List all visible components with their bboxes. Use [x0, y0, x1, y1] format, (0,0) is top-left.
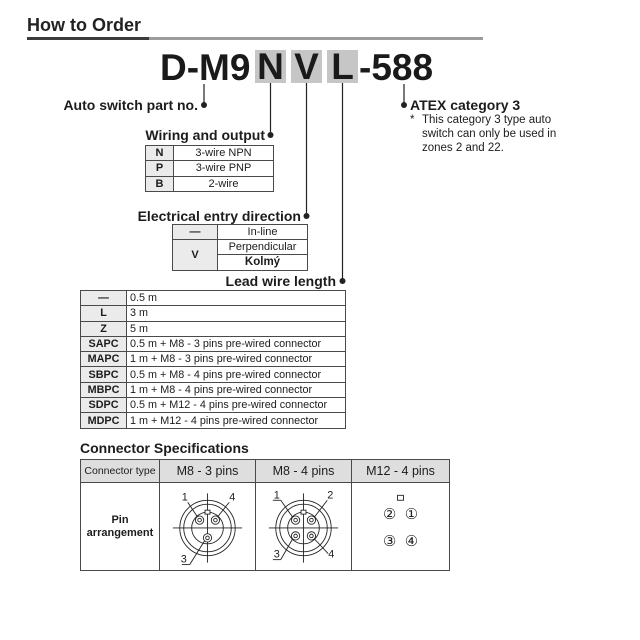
wiring-row	[146, 161, 274, 176]
m8-3-pin-diagram	[160, 483, 255, 570]
lead-row	[81, 382, 346, 397]
wiring-desc: 3-wire NPN	[174, 146, 274, 161]
connector-key-notch	[205, 510, 210, 514]
atex-note-mark: *	[410, 114, 415, 126]
m12-4-pin-diagram	[352, 483, 449, 570]
lead-dot	[340, 278, 346, 284]
part-number-prefix: D-M9	[160, 47, 251, 88]
pin-4	[211, 516, 219, 524]
lead-row	[81, 352, 346, 367]
pin-4	[307, 532, 315, 540]
connector-header-row	[81, 460, 450, 483]
lead-desc: 0.5 m + M8 - 4 pins pre-wired connector	[127, 367, 346, 382]
pin-2	[307, 516, 315, 524]
lead-row	[81, 321, 346, 336]
lead-code: Z	[81, 321, 127, 336]
entry-code: V	[173, 240, 218, 271]
part-number-wiring-box: N	[255, 50, 286, 83]
entry-dot	[304, 213, 310, 219]
entry-desc-cell	[218, 240, 308, 271]
wiring-code: B	[146, 176, 174, 191]
pin-label: 1	[181, 491, 188, 504]
entry-row	[173, 225, 308, 240]
entry-desc: Perpendicular	[218, 240, 307, 255]
lead-row	[81, 367, 346, 382]
lead-row	[81, 306, 346, 321]
part-number-suffix: -588	[359, 47, 434, 88]
pin-arrangement-label: Pin arrangement	[86, 513, 154, 539]
m8-4-pins-header: M8 - 4 pins	[256, 460, 352, 483]
entry-direction-label: Electrical entry direction	[137, 208, 301, 224]
lead-row	[81, 413, 346, 428]
pin-label: 3	[180, 553, 187, 566]
lead-desc: 1 m + M8 - 4 pins pre-wired connector	[127, 382, 346, 397]
lead-desc: 0.5 m + M12 - 4 pins pre-wired connector	[127, 398, 346, 413]
atex-note	[422, 113, 556, 155]
lead-code: MBPC	[81, 382, 127, 397]
connector-specs-table	[80, 459, 450, 571]
connector-type-header: Connector type	[81, 460, 160, 483]
m8-4-pins-cell	[256, 483, 352, 571]
connector-key-notch	[398, 495, 404, 500]
wiring-desc: 3-wire PNP	[174, 161, 274, 176]
pin-arrangement-cell	[81, 483, 160, 571]
atex-note-line: This category 3 type auto	[422, 114, 552, 126]
entry-direction-table	[172, 224, 308, 271]
lead-desc: 3 m	[127, 306, 346, 321]
entry-desc: In-line	[218, 225, 308, 240]
connector-specs-title: Connector Specifications	[80, 440, 249, 456]
pin-arrangement-row	[81, 483, 450, 571]
pin-1	[291, 516, 299, 524]
wiring-code: P	[146, 161, 174, 176]
auto-switch-label: Auto switch part no.	[63, 97, 198, 113]
atex-label: ATEX category 3	[410, 97, 521, 113]
pin-label: ③	[382, 532, 397, 550]
page-title: How to Order	[27, 15, 142, 35]
lead-desc: 1 m + M8 - 3 pins pre-wired connector	[127, 352, 346, 367]
wiring-output-table	[145, 145, 274, 192]
atex-note-line: zones 2 and 22.	[422, 142, 504, 154]
atex-note-line: switch can only be used in	[422, 128, 557, 140]
pin-label: 4	[229, 491, 236, 504]
lead-code: MDPC	[81, 413, 127, 428]
part-number-lead-box: L	[327, 50, 358, 83]
leader-line	[314, 500, 327, 517]
wiring-row	[146, 146, 274, 161]
wiring-dot	[268, 132, 274, 138]
lead-row	[81, 291, 346, 306]
leader-line	[281, 539, 293, 560]
m12-4-pins-header: M12 - 4 pins	[352, 460, 450, 483]
leader-line	[190, 541, 205, 565]
entry-desc-note: Kolmý	[244, 256, 281, 269]
lead-code: MAPC	[81, 352, 127, 367]
lead-wire-table	[80, 290, 346, 429]
m8-3-pins-header: M8 - 3 pins	[160, 460, 256, 483]
entry-row	[173, 240, 308, 271]
pin-label: 3	[273, 548, 280, 561]
auto-switch-dot	[201, 102, 207, 108]
leader-line	[281, 500, 293, 517]
lead-code: SDPC	[81, 398, 127, 413]
lead-code: SBPC	[81, 367, 127, 382]
lead-desc: 5 m	[127, 321, 346, 336]
pin-label: 4	[328, 548, 335, 561]
m12-4-pins-cell	[352, 483, 450, 571]
lead-desc: 0.5 m	[127, 291, 346, 306]
lead-code: —	[81, 291, 127, 306]
m8-4-pin-diagram	[256, 483, 351, 570]
pin-3	[203, 534, 211, 542]
pin-label: 2	[327, 489, 334, 502]
leader-line	[314, 539, 328, 554]
atex-dot	[401, 102, 407, 108]
pin-1	[195, 516, 203, 524]
title-rule-dark	[27, 37, 149, 40]
part-number-entry-box: V	[291, 50, 322, 83]
lead-desc: 1 m + M12 - 4 pins pre-wired connector	[127, 413, 346, 428]
lead-desc: 0.5 m + M8 - 3 pins pre-wired connector	[127, 336, 346, 351]
lead-code: SAPC	[81, 336, 127, 351]
pin-3	[291, 532, 299, 540]
lead-row	[81, 398, 346, 413]
wiring-code: N	[146, 146, 174, 161]
entry-code: —	[173, 225, 218, 240]
lead-wire-label: Lead wire length	[225, 273, 336, 289]
pin-label: ②	[382, 506, 397, 524]
wiring-output-label: Wiring and output	[145, 127, 265, 143]
connector-key-notch	[301, 510, 306, 514]
title-rule-gray	[149, 37, 483, 40]
wiring-row	[146, 176, 274, 191]
lead-code: L	[81, 306, 127, 321]
pin-label: ④	[404, 532, 419, 550]
pin-label: ①	[404, 506, 419, 524]
m8-3-pins-cell	[160, 483, 256, 571]
wiring-desc: 2-wire	[174, 176, 274, 191]
pin-label: 1	[273, 489, 280, 502]
lead-row	[81, 336, 346, 351]
